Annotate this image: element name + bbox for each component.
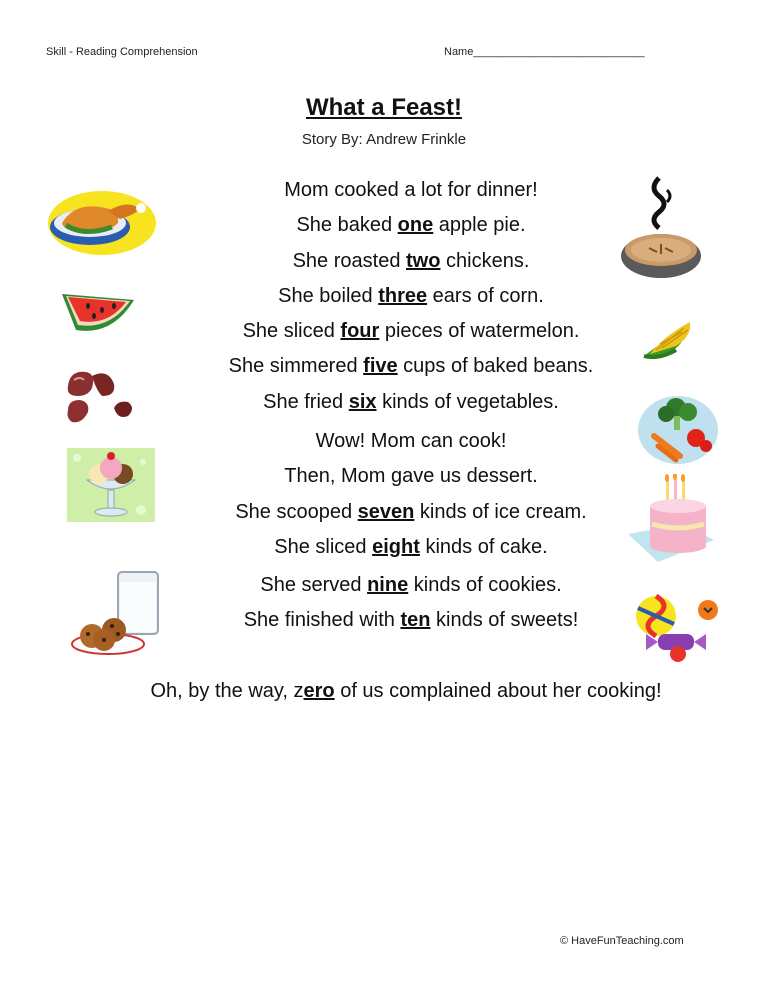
number-word: ero: [303, 680, 335, 702]
story-line: She sliced eight kinds of cake.: [274, 536, 548, 558]
kidney-beans-icon: [62, 366, 138, 428]
roast-chicken-icon: [44, 185, 156, 257]
number-word: ten: [400, 609, 431, 631]
ice-cream-sundae-icon: [67, 448, 155, 522]
story-line: Mom cooked a lot for dinner!: [284, 179, 538, 201]
story-line: She fried six kinds of vegetables.: [263, 391, 559, 413]
number-word: six: [348, 391, 377, 413]
final-line: Oh, by the way, zero of us complained about her cooking!: [150, 680, 662, 702]
number-word: four: [340, 320, 380, 342]
number-word: seven: [357, 501, 415, 523]
number-word: one: [397, 214, 434, 236]
watermelon-slice-icon: [58, 290, 138, 336]
story-line: She scooped seven kinds of ice cream.: [235, 501, 587, 523]
story-line: She boiled three ears of corn.: [278, 285, 544, 307]
birthday-cake-icon: [624, 474, 718, 566]
apple-pie-icon: [619, 172, 703, 284]
story-byline: Story By: Andrew Frinkle: [301, 131, 467, 148]
vegetables-icon: [636, 390, 720, 466]
name-field: Name____________________________: [444, 46, 645, 58]
number-word: two: [406, 250, 441, 272]
milk-and-cookies-icon: [68, 568, 164, 658]
story-line: She sliced four pieces of watermelon.: [242, 320, 580, 342]
story-line: She simmered five cups of baked beans.: [228, 355, 594, 377]
story-line: Then, Mom gave us dessert.: [284, 465, 538, 487]
story-line: She served nine kinds of cookies.: [260, 574, 562, 596]
candy-icon: [628, 590, 722, 664]
number-word: five: [363, 355, 398, 377]
story-line: She roasted two chickens.: [292, 250, 530, 272]
skill-label: Skill - Reading Comprehension: [46, 46, 198, 58]
story-line: Wow! Mom can cook!: [315, 430, 507, 452]
story-line: She finished with ten kinds of sweets!: [243, 609, 579, 631]
story-title: What a Feast!: [305, 94, 463, 121]
copyright-footer: © HaveFunTeaching.com: [560, 935, 684, 947]
number-word: three: [378, 285, 428, 307]
number-word: nine: [367, 574, 409, 596]
story-line: She baked one apple pie.: [296, 214, 526, 236]
number-word: eight: [372, 536, 420, 558]
corn-icon: [640, 316, 700, 362]
